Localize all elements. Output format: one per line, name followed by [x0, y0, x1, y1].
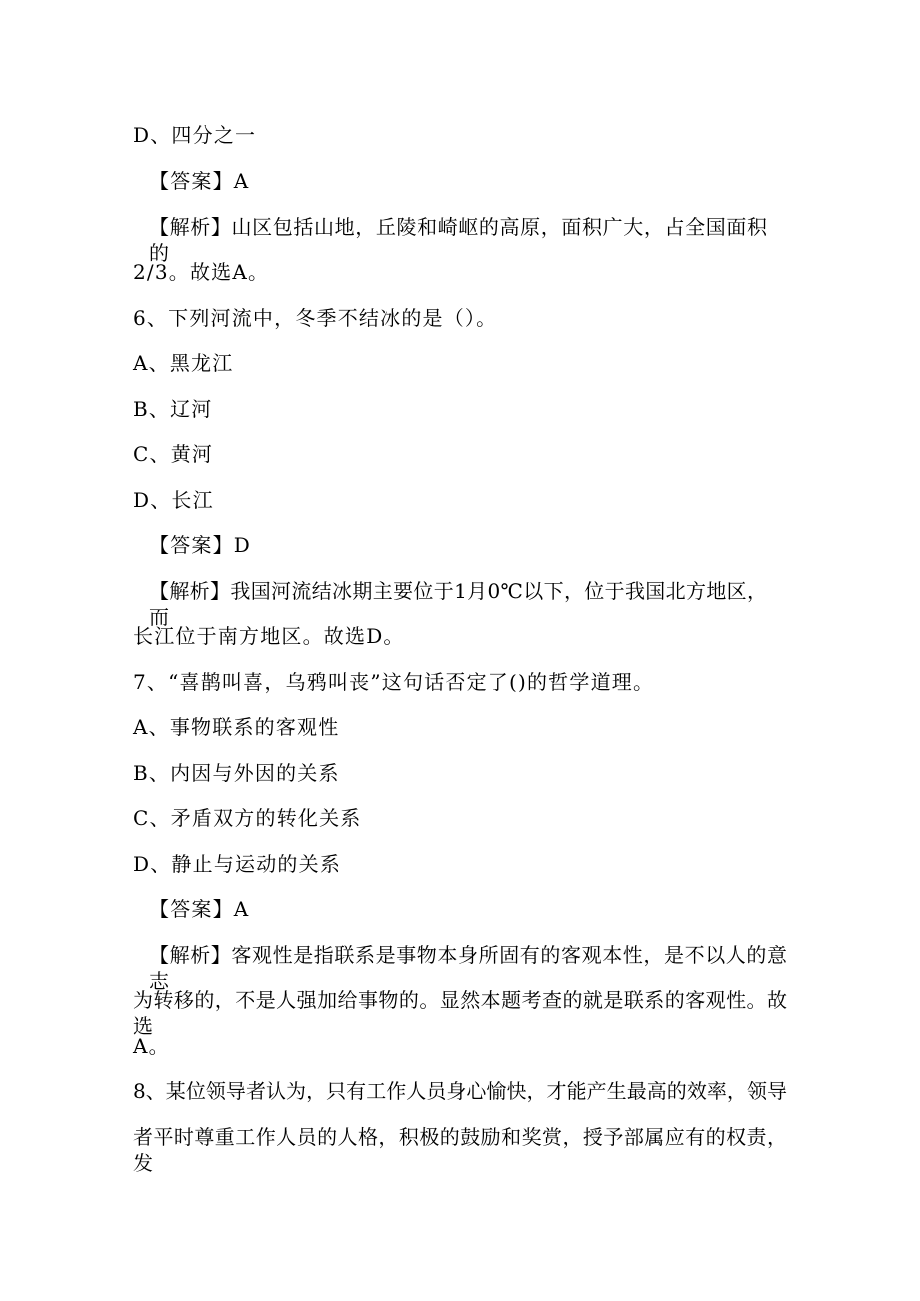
explanation-q7-line1: 【解析】客观性是指联系是事物本身所固有的客观本性，是不以人的意志 [149, 943, 787, 993]
question-7: 7、“喜鹊叫喜，乌鸦叫丧”这句话否定了()的哲学道理。 [133, 670, 655, 694]
explanation-q6-line2: 长江位于南方地区。故选D。 [133, 624, 405, 648]
option-c-q6: C、黄河 [133, 442, 214, 466]
option-b-q6: B、辽河 [133, 397, 213, 421]
question-6: 6、下列河流中，冬季不结冰的是（）。 [133, 306, 498, 330]
option-a-q7: A、事物联系的客观性 [133, 715, 340, 739]
option-c-q7: C、矛盾双方的转化关系 [133, 806, 362, 830]
option-a-q6: A、黑龙江 [133, 351, 234, 375]
option-d-q5: D、四分之一 [133, 123, 257, 147]
answer-q7: 【答案】A [149, 897, 250, 921]
answer-q6: 【答案】D [149, 533, 252, 557]
explanation-q5-line1: 【解析】山区包括山地，丘陵和崎岖的高原，面积广大，占全国面积的 [149, 215, 767, 265]
explanation-q7-line3: A。 [133, 1034, 170, 1058]
option-d-q6: D、长江 [133, 488, 214, 512]
explanation-q5-line2: 2/3。故选A。 [133, 260, 270, 284]
answer-q5: 【答案】A [149, 169, 250, 193]
option-d-q7: D、静止与运动的关系 [133, 852, 342, 876]
option-b-q7: B、内因与外因的关系 [133, 761, 340, 785]
question-8-line1: 8、某位领导者认为，只有工作人员身心愉快，才能产生最高的效率，领导 [133, 1079, 787, 1103]
explanation-q6-line1: 【解析】我国河流结冰期主要位于1月0℃以下，位于我国北方地区，而 [149, 579, 767, 629]
question-8-line2: 者平时尊重工作人员的人格，积极的鼓励和奖赏，授予部属应有的权责，发 [133, 1125, 787, 1175]
explanation-q7-line2: 为转移的，不是人强加给事物的。显然本题考查的就是联系的客观性。故选 [133, 988, 787, 1038]
